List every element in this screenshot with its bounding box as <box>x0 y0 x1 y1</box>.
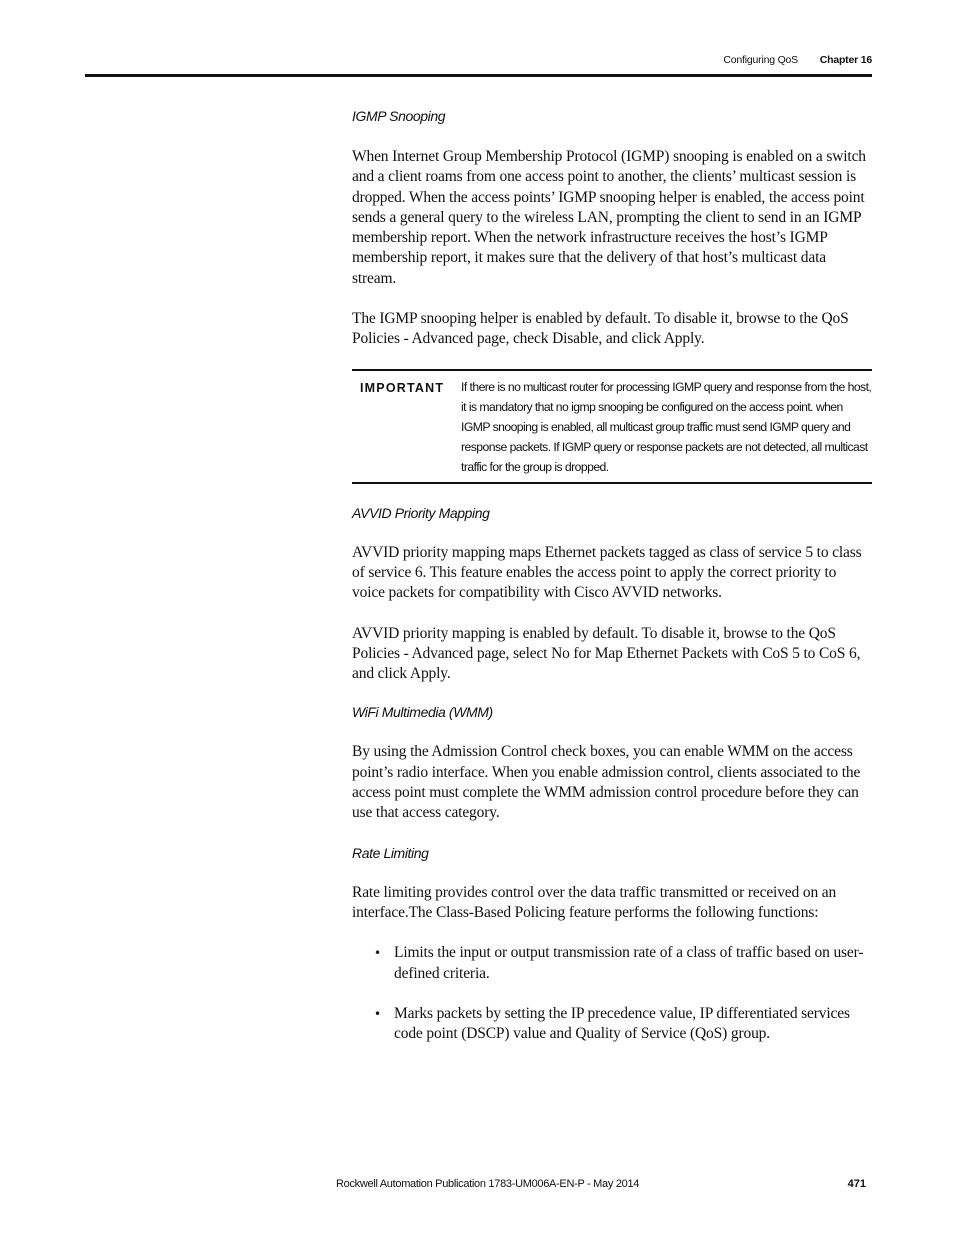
main-content <box>352 108 872 1044</box>
igmp-snooping-heading: IGMP Snooping <box>352 108 446 124</box>
rate-limiting-function-list <box>352 943 872 1044</box>
list-item <box>352 943 872 984</box>
header-section-title: Configuring QoS <box>723 54 798 66</box>
footer-publication: Rockwell Automation Publication 1783-UM006A-EN-P - May 2014 <box>336 1178 640 1190</box>
bullet-icon: • <box>374 1006 381 1021</box>
rate-limiting-paragraph-1: Rate limiting provides control over the data traffic transmitted or received on an interface.The Class-Based Policing feature performs the following functions: <box>352 883 837 921</box>
igmp-paragraph-1: When Internet Group Membership Protocol (IGMP) snooping is enabled on a switch and a client roams from one access point to another, the clients’ multicast session is dropped. When the access points’ IGMP snooping helper is enabled, the access point sends a general query to the wireless LAN, prompting the client to send in an IGMP membership report. When the network infrastructure receives the host’s IGMP membership report, it makes sure that the delivery of that host’s multicast data stream. <box>352 148 866 287</box>
important-label: IMPORTANT <box>360 380 445 395</box>
list-item <box>352 1004 872 1045</box>
bullet-icon: • <box>374 946 381 961</box>
igmp-paragraph-2: The IGMP snooping helper is enabled by default. To disable it, browse to the QoS Policies - Advanced page, check Disable, and click Apply. <box>352 310 849 348</box>
bullet-text: Limits the input or output transmission rate of a class of traffic based on user-defined criteria. <box>394 944 864 982</box>
important-callout <box>352 369 872 484</box>
rate-limiting-heading: Rate Limiting <box>352 844 429 861</box>
header-divider <box>85 74 872 77</box>
bullet-text: Marks packets by setting the IP precedence value, IP differentiated services code point (DSCP) value and Quality of Service (QoS) group. <box>394 1004 850 1043</box>
avvid-heading: AVVID Priority Mapping <box>352 504 490 521</box>
header-chapter-label: Chapter 16 <box>819 54 872 66</box>
important-text: If there is no multicast router for processing IGMP query and response from the host, it is mandatory that no igmp snooping be configured on the access point. when IGMP snooping is enabled, all multicast group traffic must send IGMP query and response packets. If IGMP query or response packets are not detected, all multicast traffic for the group is dropped. <box>461 379 872 475</box>
page-number: 471 <box>847 1178 866 1190</box>
avvid-paragraph-1: AVVID priority mapping maps Ethernet packets tagged as class of service 5 to class of service 6. This feature enables the access point to apply the correct priority to voice packets for compatibility with Cisco AVVID networks. <box>352 543 862 602</box>
wmm-heading: WiFi Multimedia (WMM) <box>352 704 493 721</box>
wmm-paragraph-1: By using the Admission Control check boxes, you can enable WMM on the access point’s radio interface. When you enable admission control, clients associated to the access point must complete the WMM admission control procedure before they can use that access category. <box>352 743 861 822</box>
page-footer <box>85 1176 872 1196</box>
avvid-paragraph-2: AVVID priority mapping is enabled by default. To disable it, browse to the QoS Policies - Advanced page, select No for Map Ethernet Packets with CoS 5 to CoS 6, and click Apply. <box>352 624 861 683</box>
